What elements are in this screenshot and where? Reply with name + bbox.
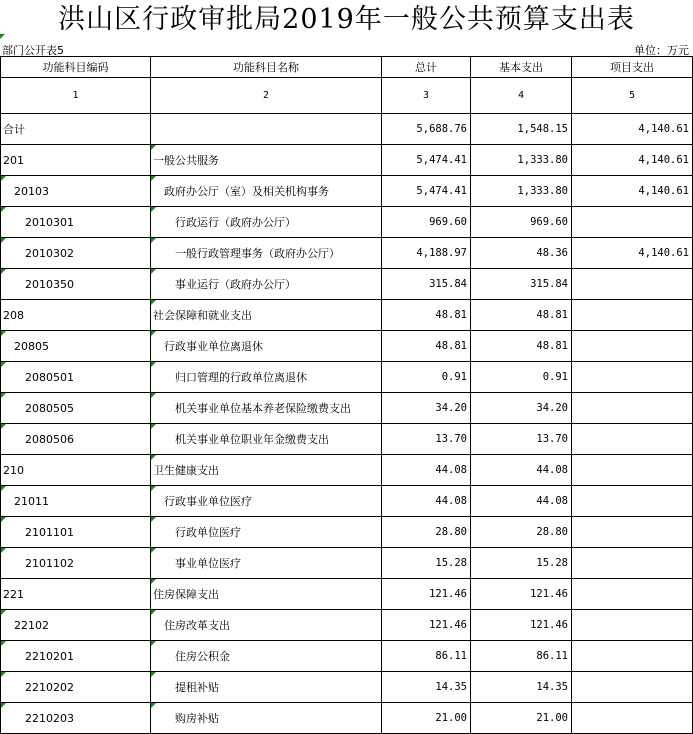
cell-marker-icon [151, 238, 156, 243]
cell-basic: 21.00 [471, 703, 572, 734]
cell-name: 事业单位医疗 [151, 548, 382, 579]
cell-name: 机关事业单位基本养老保险缴费支出 [151, 393, 382, 424]
cell-marker-icon [1, 331, 6, 336]
cell-marker-icon [151, 300, 156, 305]
cell-marker-icon [1, 517, 6, 522]
cell-project [572, 579, 693, 610]
table-row [1, 455, 693, 486]
cell-basic: 315.84 [471, 269, 572, 300]
table-row [1, 703, 693, 734]
cell-project: 4,140.61 [572, 238, 693, 269]
table-row [1, 486, 693, 517]
cell-code: 201 [1, 145, 151, 176]
cell-project: 4,140.61 [572, 176, 693, 207]
cell-project [572, 331, 693, 362]
table-row [1, 207, 693, 238]
cell-basic: 28.80 [471, 517, 572, 548]
cell-name: 购房补贴 [151, 703, 382, 734]
index-1: 1 [1, 78, 151, 114]
cell-marker-icon [1, 641, 6, 646]
cell-code: 2010350 [1, 269, 151, 300]
cell-name: 政府办公厅（室）及相关机构事务 [151, 176, 382, 207]
cell-code: 208 [1, 300, 151, 331]
cell-code: 2210202 [1, 672, 151, 703]
cell-total: 34.20 [382, 393, 471, 424]
table-row [1, 641, 693, 672]
cell-marker-icon [151, 579, 156, 584]
cell-project [572, 300, 693, 331]
cell-marker-icon [151, 672, 156, 677]
header-total: 总计 [382, 57, 471, 78]
cell-marker-icon [1, 207, 6, 212]
cell-code: 2210203 [1, 703, 151, 734]
table-row [1, 238, 693, 269]
header-code: 功能科目编码 [1, 57, 151, 78]
column-index-row [1, 78, 693, 114]
cell-code: 2010302 [1, 238, 151, 269]
cell-marker-icon [1, 548, 6, 553]
cell-marker-icon [1, 672, 6, 677]
cell-marker-icon [1, 393, 6, 398]
cell-name: 住房改革支出 [151, 610, 382, 641]
cell-name: 行政运行（政府办公厅） [151, 207, 382, 238]
table-row [1, 269, 693, 300]
table-row [1, 176, 693, 207]
cell-marker-icon [151, 517, 156, 522]
cell-marker-icon [1, 176, 6, 181]
cell-basic: 15.28 [471, 548, 572, 579]
cell-basic: 86.11 [471, 641, 572, 672]
cell-code: 221 [1, 579, 151, 610]
table-row [1, 331, 693, 362]
cell-marker-icon [1, 610, 6, 615]
cell-project [572, 424, 693, 455]
cell-marker-icon [151, 176, 156, 181]
cell-basic: 48.36 [471, 238, 572, 269]
table-row [1, 548, 693, 579]
cell-marker-icon [1, 703, 6, 708]
table-row [1, 300, 693, 331]
cell-name: 住房保障支出 [151, 579, 382, 610]
cell-marker-icon [151, 207, 156, 212]
cell-project [572, 672, 693, 703]
cell-total: 121.46 [382, 579, 471, 610]
cell-marker-icon [151, 331, 156, 336]
cell-name: 行政事业单位医疗 [151, 486, 382, 517]
cell-name: 一般行政管理事务（政府办公厅） [151, 238, 382, 269]
cell-basic: 34.20 [471, 393, 572, 424]
cell-code: 合计 [1, 114, 151, 145]
cell-project [572, 362, 693, 393]
cell-project: 4,140.61 [572, 114, 693, 145]
cell-basic: 48.81 [471, 300, 572, 331]
cell-marker-icon [151, 610, 156, 615]
cell-basic: 1,333.80 [471, 176, 572, 207]
cell-project [572, 703, 693, 734]
cell-marker-icon [151, 269, 156, 274]
cell-name [151, 114, 382, 145]
cell-basic: 44.08 [471, 486, 572, 517]
cell-total: 14.35 [382, 672, 471, 703]
cell-marker-icon [1, 269, 6, 274]
cell-marker-icon [1, 362, 6, 367]
cell-code: 21011 [1, 486, 151, 517]
cell-code: 20103 [1, 176, 151, 207]
cell-project [572, 269, 693, 300]
cell-total: 48.81 [382, 300, 471, 331]
cell-name: 卫生健康支出 [151, 455, 382, 486]
cell-code: 22102 [1, 610, 151, 641]
cell-total: 315.84 [382, 269, 471, 300]
cell-project [572, 610, 693, 641]
cell-project [572, 455, 693, 486]
cell-basic: 969.60 [471, 207, 572, 238]
cell-name: 住房公积金 [151, 641, 382, 672]
unit-label: 单位：万元 [634, 44, 689, 57]
cell-code: 2210201 [1, 641, 151, 672]
cell-project: 4,140.61 [572, 145, 693, 176]
index-5: 5 [572, 78, 693, 114]
cell-total: 5,688.76 [382, 114, 471, 145]
cell-total: 5,474.41 [382, 145, 471, 176]
cell-name: 事业运行（政府办公厅） [151, 269, 382, 300]
cell-total: 44.08 [382, 486, 471, 517]
cell-name: 行政事业单位离退休 [151, 331, 382, 362]
cell-marker-icon [151, 486, 156, 491]
cell-code: 2080506 [1, 424, 151, 455]
cell-total: 48.81 [382, 331, 471, 362]
cell-code: 2101101 [1, 517, 151, 548]
cell-marker-icon [1, 486, 6, 491]
cell-name: 社会保障和就业支出 [151, 300, 382, 331]
table-row [1, 424, 693, 455]
cell-basic: 0.91 [471, 362, 572, 393]
cell-basic: 13.70 [471, 424, 572, 455]
cell-project [572, 548, 693, 579]
cell-project [572, 486, 693, 517]
table-row [1, 517, 693, 548]
cell-marker-icon [151, 393, 156, 398]
cell-total: 44.08 [382, 455, 471, 486]
cell-marker-icon [151, 424, 156, 429]
cell-basic: 14.35 [471, 672, 572, 703]
cell-basic: 1,548.15 [471, 114, 572, 145]
cell-project [572, 393, 693, 424]
cell-total: 86.11 [382, 641, 471, 672]
cell-basic: 121.46 [471, 610, 572, 641]
cell-code: 210 [1, 455, 151, 486]
cell-marker-icon [151, 145, 156, 150]
cell-total: 4,188.97 [382, 238, 471, 269]
cell-total: 28.80 [382, 517, 471, 548]
table-row [1, 579, 693, 610]
table-row [1, 393, 693, 424]
cell-total: 0.91 [382, 362, 471, 393]
table-header-row [1, 57, 693, 78]
cell-marker-icon [151, 548, 156, 553]
cell-total: 13.70 [382, 424, 471, 455]
index-2: 2 [151, 78, 382, 114]
cell-basic: 1,333.80 [471, 145, 572, 176]
index-3: 3 [382, 78, 471, 114]
cell-basic: 48.81 [471, 331, 572, 362]
cell-total: 121.46 [382, 610, 471, 641]
budget-table [0, 56, 693, 734]
header-project: 项目支出 [572, 57, 693, 78]
table-row [1, 672, 693, 703]
table-row [1, 610, 693, 641]
cell-name: 提租补贴 [151, 672, 382, 703]
cell-project [572, 517, 693, 548]
cell-marker-icon [151, 362, 156, 367]
cell-basic: 44.08 [471, 455, 572, 486]
table-row [1, 114, 693, 145]
cell-name: 机关事业单位职业年金缴费支出 [151, 424, 382, 455]
table-row [1, 145, 693, 176]
cell-name: 一般公共服务 [151, 145, 382, 176]
cell-total: 5,474.41 [382, 176, 471, 207]
header-basic: 基本支出 [471, 57, 572, 78]
cell-marker-icon [1, 238, 6, 243]
page-title: 洪山区行政审批局2019年一般公共预算支出表 [58, 4, 635, 35]
header-name: 功能科目名称 [151, 57, 382, 78]
cell-name: 归口管理的行政单位离退休 [151, 362, 382, 393]
cell-code: 20805 [1, 331, 151, 362]
cell-marker-icon [151, 641, 156, 646]
cell-marker-icon [1, 424, 6, 429]
cell-basic: 121.46 [471, 579, 572, 610]
cell-marker-icon [151, 703, 156, 708]
table-row [1, 362, 693, 393]
cell-code: 2010301 [1, 207, 151, 238]
cell-name: 行政单位医疗 [151, 517, 382, 548]
cell-code: 2080505 [1, 393, 151, 424]
cell-code: 2101102 [1, 548, 151, 579]
cell-project [572, 207, 693, 238]
cell-marker-icon [151, 455, 156, 460]
form-label: 部门公开表5 [2, 44, 64, 57]
cell-total: 969.60 [382, 207, 471, 238]
cell-code: 2080501 [1, 362, 151, 393]
cell-total: 15.28 [382, 548, 471, 579]
cell-total: 21.00 [382, 703, 471, 734]
index-4: 4 [471, 78, 572, 114]
cell-project [572, 641, 693, 672]
